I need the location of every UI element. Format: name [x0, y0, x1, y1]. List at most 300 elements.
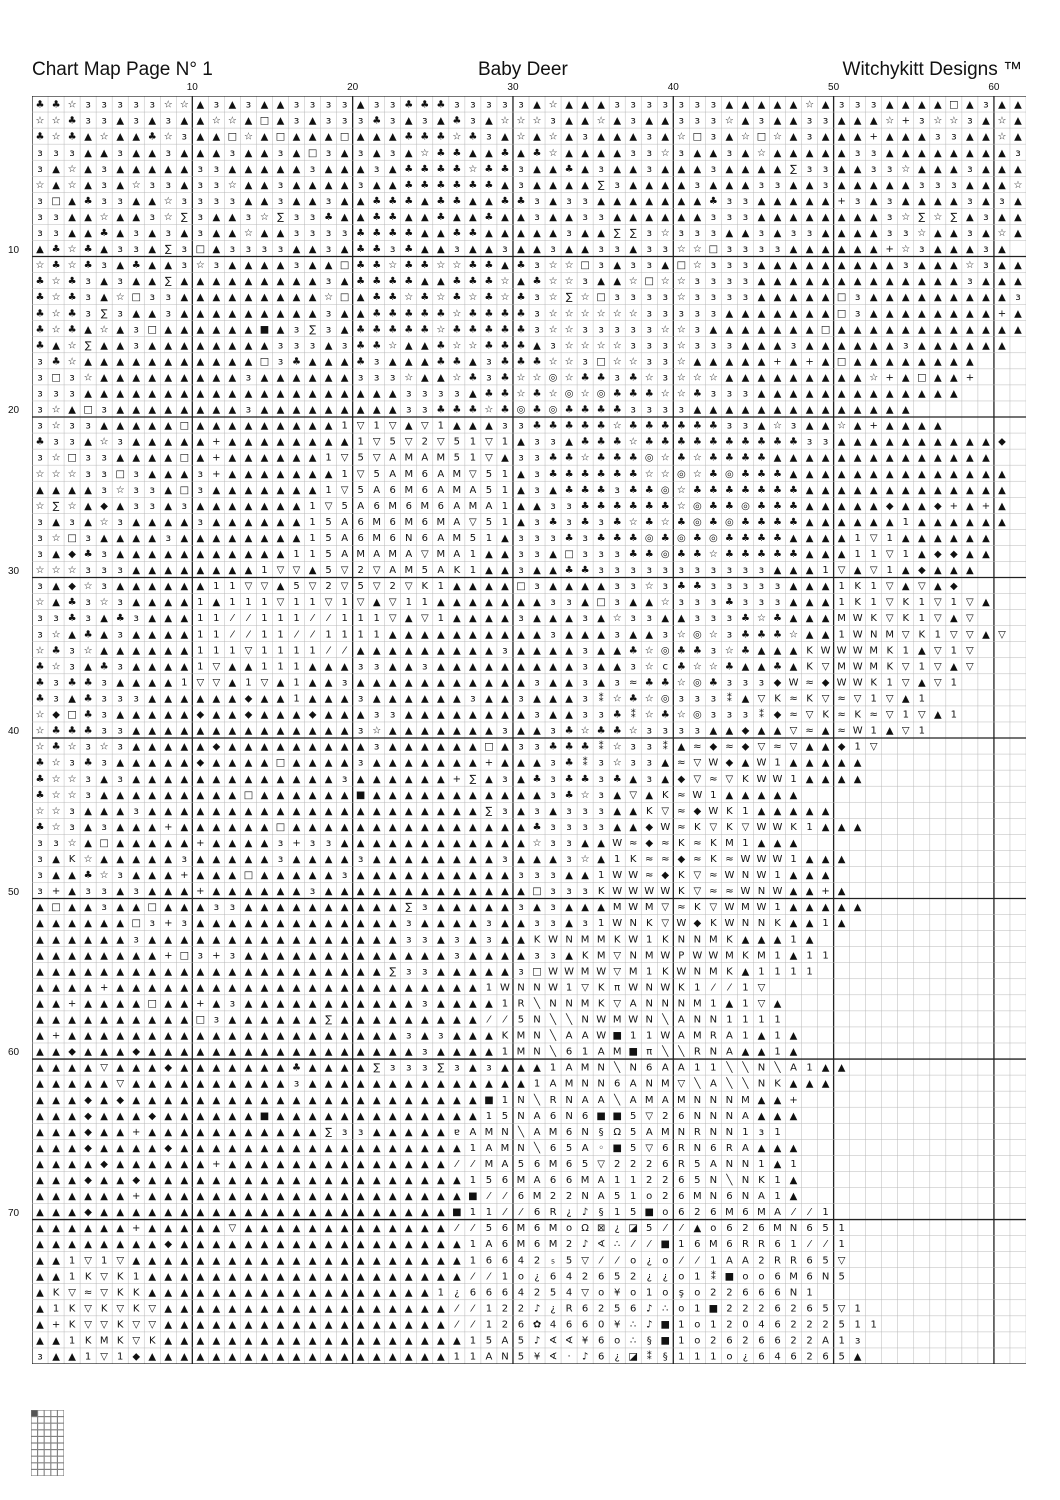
stitch-symbol: K: [742, 774, 749, 785]
stitch-symbol: M: [581, 1175, 590, 1186]
stitch-symbol: ≈: [84, 1287, 92, 1298]
stitch-symbol: ɜ: [647, 774, 652, 785]
stitch-symbol: ⁄: [246, 629, 252, 640]
stitch-symbol: 6: [726, 1336, 732, 1347]
stitch-symbol: ◎: [645, 533, 654, 544]
stitch-symbol: ▲: [405, 1095, 413, 1106]
stitch-symbol: ▲: [421, 244, 429, 255]
stitch-symbol: 6: [406, 501, 412, 512]
stitch-symbol: ɜ: [358, 1127, 363, 1138]
stitch-symbol: ɜ: [534, 710, 539, 721]
stitch-symbol: ▽: [469, 469, 477, 480]
stitch-symbol: ▲: [229, 1047, 237, 1058]
stitch-symbol: 6: [486, 1287, 492, 1298]
stitch-symbol: ▲: [116, 356, 124, 367]
stitch-symbol: ɜ: [246, 100, 251, 111]
stitch-symbol: ▲: [132, 581, 140, 592]
stitch-symbol: A: [502, 1159, 509, 1170]
stitch-symbol: 6: [598, 1352, 604, 1363]
stitch-symbol: ▲: [325, 180, 333, 191]
stitch-symbol: ☆: [436, 324, 445, 335]
stitch-symbol: 6: [774, 1287, 780, 1298]
stitch-symbol: ɜ: [37, 854, 42, 865]
stitch-symbol: ▲: [148, 629, 156, 640]
stitch-symbol: ▲: [245, 308, 253, 319]
stitch-symbol: ɜ: [711, 645, 716, 656]
stitch-symbol: ¿: [615, 1223, 620, 1234]
stitch-symbol: ▲: [325, 806, 333, 817]
stitch-symbol: ▲: [309, 982, 317, 993]
stitch-symbol: ▲: [758, 645, 766, 656]
stitch-symbol: ▲: [180, 308, 188, 319]
stitch-symbol: ♣: [613, 710, 622, 721]
stitch-symbol: ♣: [565, 758, 574, 769]
stitch-symbol: ▽: [822, 661, 830, 672]
stitch-symbol: ♣: [52, 260, 61, 271]
stitch-symbol: ▲: [100, 421, 108, 432]
stitch-symbol: 2: [758, 1303, 764, 1314]
stitch-symbol: ▲: [196, 726, 204, 737]
stitch-symbol: ♣: [436, 180, 445, 191]
stitch-symbol: ☆: [757, 613, 766, 624]
stitch-symbol: 6: [710, 1207, 716, 1218]
stitch-symbol: W: [837, 677, 847, 688]
stitch-symbol: ▲: [726, 228, 734, 239]
stitch-symbol: ▲: [164, 421, 172, 432]
stitch-symbol: ▲: [293, 1223, 301, 1234]
stitch-symbol: □: [596, 292, 605, 303]
stitch-symbol: ▲: [164, 1287, 172, 1298]
stitch-symbol: K: [69, 1319, 76, 1330]
stitch-symbol: ▲: [261, 100, 269, 111]
stitch-symbol: W: [612, 886, 622, 897]
stitch-symbol: ɜ: [534, 308, 539, 319]
stitch-symbol: ▲: [790, 902, 798, 913]
stitch-symbol: □: [693, 132, 702, 143]
stitch-symbol: ▲: [196, 533, 204, 544]
stitch-symbol: 1: [197, 613, 203, 624]
stitch-symbol: ɜ: [37, 886, 42, 897]
stitch-symbol: 1: [790, 854, 796, 865]
stitch-symbol: ▲: [629, 774, 637, 785]
stitch-symbol: 1: [470, 437, 476, 448]
stitch-symbol: ɜ: [326, 228, 331, 239]
stitch-symbol: ▲: [629, 629, 637, 640]
stitch-symbol: ▲: [581, 116, 589, 127]
stitch-symbol: ▲: [148, 726, 156, 737]
stitch-symbol: 1: [245, 597, 251, 608]
stitch-symbol: A: [373, 485, 380, 496]
stitch-symbol: ɜ: [727, 613, 732, 624]
stitch-symbol: ▲: [950, 292, 958, 303]
stitch-symbol: ▲: [245, 453, 253, 464]
stitch-symbol: ▲: [950, 517, 958, 528]
stitch-symbol: K: [710, 918, 717, 929]
stitch-symbol: ▲: [902, 132, 910, 143]
stitch-symbol: ▲: [774, 292, 782, 303]
stitch-symbol: ☆: [452, 308, 461, 319]
stitch-symbol: ▽: [84, 1255, 92, 1266]
stitch-symbol: ▲: [838, 180, 846, 191]
stitch-symbol: ▲: [277, 1191, 285, 1202]
stitch-symbol: ♣: [356, 228, 365, 239]
key-page-cell: [51, 1456, 57, 1462]
stitch-symbol: ▲: [886, 726, 894, 737]
stitch-symbol: ▽: [357, 421, 365, 432]
stitch-symbol: ▲: [68, 196, 76, 207]
stitch-symbol: 5: [566, 1143, 572, 1154]
stitch-symbol: ▲: [341, 148, 349, 159]
stitch-symbol: 5: [357, 581, 363, 592]
stitch-symbol: □: [917, 372, 926, 383]
stitch-symbol: □: [949, 100, 958, 111]
stitch-symbol: ▲: [148, 228, 156, 239]
stitch-symbol: ▲: [597, 629, 605, 640]
stitch-symbol: ♣: [436, 148, 445, 159]
stitch-symbol: ■: [452, 1207, 461, 1218]
stitch-symbol: ▲: [790, 196, 798, 207]
stitch-symbol: N: [726, 1159, 733, 1170]
stitch-symbol: ▲: [774, 453, 782, 464]
stitch-symbol: ▽: [645, 1143, 653, 1154]
stitch-symbol: 2: [630, 1271, 636, 1282]
stitch-symbol: ▲: [501, 966, 509, 977]
stitch-symbol: ɜ: [582, 645, 587, 656]
stitch-symbol: ɜ: [647, 260, 652, 271]
stitch-symbol: ▲: [726, 100, 734, 111]
designer-name: Witchykitt Designs ™: [843, 58, 1022, 82]
stitch-symbol: 6: [630, 1303, 636, 1314]
stitch-symbol: 5: [566, 1255, 572, 1266]
stitch-symbol: ▲: [357, 212, 365, 223]
stitch-symbol: ♣: [84, 260, 93, 271]
stitch-symbol: ♣: [629, 645, 638, 656]
stitch-symbol: ▽: [886, 581, 894, 592]
key-page-cell: [58, 1437, 64, 1443]
stitch-symbol: ♣: [565, 421, 574, 432]
stitch-symbol: ♣: [597, 469, 606, 480]
stitch-symbol: +: [212, 469, 220, 480]
stitch-symbol: ɜ: [999, 196, 1004, 207]
stitch-symbol: ɜ: [278, 838, 283, 849]
stitch-symbol: ♣: [404, 196, 413, 207]
stitch-symbol: ☆: [52, 565, 61, 576]
stitch-symbol: ο: [710, 1223, 716, 1234]
stitch-symbol: ▲: [629, 822, 637, 833]
stitch-symbol: ▲: [341, 693, 349, 704]
stitch-symbol: ▲: [245, 1127, 253, 1138]
stitch-symbol: +: [196, 886, 204, 897]
stitch-symbol: 4: [566, 1287, 572, 1298]
stitch-symbol: ɜ: [214, 260, 219, 271]
stitch-symbol: ▲: [790, 533, 798, 544]
stitch-symbol: ▲: [132, 645, 140, 656]
stitch-symbol: N: [517, 1111, 524, 1122]
stitch-symbol: ▲: [148, 1352, 156, 1363]
stitch-symbol: ▽: [966, 597, 974, 608]
stitch-symbol: ▲: [261, 774, 269, 785]
stitch-symbol: ▲: [148, 244, 156, 255]
stitch-symbol: ▲: [373, 1143, 381, 1154]
stitch-symbol: ▲: [213, 966, 221, 977]
stitch-symbol: ▲: [164, 645, 172, 656]
stitch-symbol: ▲: [357, 870, 365, 881]
stitch-symbol: ♣: [693, 533, 702, 544]
stitch-symbol: ▲: [261, 1015, 269, 1026]
stitch-symbol: ▲: [405, 1175, 413, 1186]
stitch-symbol: ▲: [309, 966, 317, 977]
stitch-symbol: +: [212, 1159, 220, 1170]
stitch-symbol: ▲: [822, 774, 830, 785]
stitch-symbol: ▲: [148, 421, 156, 432]
stitch-symbol: ▲: [341, 998, 349, 1009]
stitch-symbol: ▲: [613, 822, 621, 833]
stitch-symbol: ▽: [148, 1303, 156, 1314]
stitch-symbol: ▲: [581, 180, 589, 191]
stitch-symbol: ɜ: [374, 372, 379, 383]
stitch-symbol: ▲: [357, 966, 365, 977]
stitch-symbol: ɜ: [615, 100, 620, 111]
stitch-symbol: ▲: [164, 934, 172, 945]
stitch-symbol: ▲: [148, 405, 156, 416]
stitch-symbol: K: [117, 1271, 124, 1282]
stitch-symbol: §: [647, 1336, 652, 1347]
stitch-symbol: ♣: [533, 774, 542, 785]
stitch-symbol: ☆: [549, 132, 558, 143]
stitch-symbol: ▲: [405, 340, 413, 351]
stitch-symbol: ▲: [934, 389, 942, 400]
stitch-symbol: ▲: [229, 918, 237, 929]
stitch-symbol: K: [646, 918, 653, 929]
stitch-symbol: ▲: [501, 902, 509, 913]
stitch-symbol: ο: [726, 1352, 732, 1363]
stitch-symbol: ♣: [452, 276, 461, 287]
stitch-symbol: ▲: [373, 148, 381, 159]
stitch-symbol: M: [869, 661, 878, 672]
stitch-symbol: ɜ: [711, 613, 716, 624]
stitch-symbol: ☆: [36, 180, 45, 191]
stitch-symbol: ▲: [1014, 196, 1022, 207]
stitch-symbol: ■: [661, 1319, 670, 1330]
stitch-symbol: ¥: [614, 1287, 620, 1298]
stitch-symbol: ▲: [373, 838, 381, 849]
stitch-symbol: A: [421, 453, 428, 464]
stitch-symbol: ▲: [196, 565, 204, 576]
stitch-symbol: ▲: [325, 1271, 333, 1282]
stitch-symbol: M: [709, 966, 718, 977]
stitch-symbol: 6: [758, 1336, 764, 1347]
stitch-symbol: 5: [486, 1223, 492, 1234]
stitch-symbol: ▲: [469, 212, 477, 223]
stitch-symbol: ▲: [790, 918, 798, 929]
stitch-symbol: ▲: [517, 854, 525, 865]
stitch-symbol: ▲: [613, 661, 621, 672]
stitch-symbol: ▲: [613, 645, 621, 656]
stitch-symbol: ◆: [84, 1175, 92, 1186]
stitch-symbol: ▲: [180, 822, 188, 833]
stitch-symbol: ▲: [998, 260, 1006, 271]
stitch-symbol: ▲: [261, 1223, 269, 1234]
stitch-symbol: ♣: [36, 661, 45, 672]
stitch-symbol: 5: [550, 1287, 556, 1298]
stitch-symbol: ▲: [437, 758, 445, 769]
stitch-symbol: ▲: [325, 372, 333, 383]
stitch-symbol: 1: [582, 1047, 588, 1058]
stitch-symbol: ▲: [693, 212, 701, 223]
stitch-symbol: ▲: [549, 228, 557, 239]
stitch-symbol: ♣: [581, 469, 590, 480]
stitch-symbol: ɜ: [518, 693, 523, 704]
stitch-symbol: ☆: [885, 116, 894, 127]
stitch-symbol: ▲: [341, 758, 349, 769]
stitch-symbol: ♣: [68, 308, 77, 319]
stitch-symbol: ▲: [164, 1015, 172, 1026]
stitch-symbol: ▲: [309, 1319, 317, 1330]
stitch-symbol: ∑: [165, 276, 172, 287]
stitch-symbol: ▲: [309, 1079, 317, 1090]
stitch-symbol: 4: [550, 1319, 556, 1330]
stitch-symbol: ▲: [309, 372, 317, 383]
stitch-symbol: ▲: [116, 982, 124, 993]
stitch-symbol: ▲: [325, 918, 333, 929]
stitch-symbol: ▲: [469, 806, 477, 817]
stitch-symbol: ▲: [325, 469, 333, 480]
stitch-symbol: ▲: [774, 726, 782, 737]
stitch-symbol: ♣: [677, 421, 686, 432]
stitch-symbol: ∴: [630, 1319, 636, 1330]
stitch-symbol: K: [630, 854, 637, 865]
stitch-symbol: ▲: [116, 228, 124, 239]
stitch-symbol: ▲: [758, 389, 766, 400]
stitch-symbol: ɜ: [903, 260, 908, 271]
stitch-symbol: ▲: [132, 1143, 140, 1154]
stitch-symbol: R: [710, 1031, 717, 1042]
stitch-symbol: ▲: [325, 742, 333, 753]
stitch-symbol: ▲: [838, 244, 846, 255]
stitch-symbol: ɜ: [550, 918, 555, 929]
stitch-symbol: W: [660, 950, 670, 961]
stitch-symbol: ♣: [100, 228, 109, 239]
stitch-symbol: ▲: [245, 806, 253, 817]
stitch-symbol: ♣: [68, 116, 77, 127]
stitch-symbol: ▲: [341, 1255, 349, 1266]
stitch-symbol: ☆: [68, 180, 77, 191]
stitch-symbol: R: [694, 1047, 701, 1058]
stitch-symbol: ɜ: [37, 212, 42, 223]
stitch-symbol: 5: [518, 1336, 524, 1347]
stitch-symbol: ɜ: [118, 517, 123, 528]
stitch-symbol: ▲: [373, 597, 381, 608]
stitch-symbol: ▲: [341, 1319, 349, 1330]
stitch-symbol: ▲: [52, 1063, 60, 1074]
stitch-symbol: ☆: [565, 276, 574, 287]
stitch-symbol: ɜ: [486, 100, 491, 111]
stitch-symbol: ɜ: [198, 485, 203, 496]
stitch-symbol: ♣: [420, 260, 429, 271]
stitch-symbol: ɜ: [182, 196, 187, 207]
stitch-symbol: ▲: [421, 774, 429, 785]
stitch-symbol: ▲: [164, 405, 172, 416]
stitch-symbol: ▲: [982, 485, 990, 496]
stitch-symbol: ▲: [357, 1031, 365, 1042]
stitch-symbol: ▲: [309, 854, 317, 865]
stitch-symbol: ɜ: [230, 196, 235, 207]
stitch-symbol: ɜ: [53, 693, 58, 704]
stitch-symbol: ▲: [229, 1336, 237, 1347]
stitch-symbol: 4: [566, 1271, 572, 1282]
stitch-symbol: ▲: [164, 1175, 172, 1186]
stitch-symbol: ▲: [453, 1015, 461, 1026]
stitch-symbol: ɜ: [534, 292, 539, 303]
stitch-symbol: +: [132, 1223, 140, 1234]
stitch-symbol: ☆: [100, 324, 109, 335]
stitch-symbol: ▲: [357, 982, 365, 993]
stitch-symbol: ▲: [886, 453, 894, 464]
stitch-symbol: ▲: [822, 870, 830, 881]
stitch-symbol: ▲: [742, 228, 750, 239]
stitch-symbol: ▲: [790, 180, 798, 191]
stitch-symbol: A: [341, 549, 348, 560]
stitch-symbol: ▲: [341, 1063, 349, 1074]
stitch-symbol: ɜ: [101, 469, 106, 480]
stitch-symbol: ▲: [196, 1239, 204, 1250]
stitch-symbol: ▲: [52, 597, 60, 608]
stitch-symbol: ♣: [420, 132, 429, 143]
stitch-symbol: ▲: [790, 1079, 798, 1090]
stitch-symbol: 5: [518, 1159, 524, 1170]
stitch-symbol: ▲: [533, 100, 541, 111]
stitch-symbol: ɜ: [406, 1063, 411, 1074]
stitch-symbol: ♣: [533, 405, 542, 416]
stitch-symbol: ▲: [822, 244, 830, 255]
stitch-symbol: ▲: [196, 1143, 204, 1154]
stitch-symbol: ɜ: [582, 918, 587, 929]
stitch-symbol: ▲: [116, 501, 124, 512]
stitch-symbol: ▲: [774, 790, 782, 801]
stitch-symbol: ▲: [293, 726, 301, 737]
stitch-symbol: ▲: [389, 1015, 397, 1026]
stitch-symbol: ɜ: [631, 742, 636, 753]
stitch-symbol: □: [340, 260, 349, 271]
stitch-symbol: ▲: [132, 405, 140, 416]
stitch-symbol: ▲: [180, 597, 188, 608]
key-page-cell: [51, 1463, 57, 1469]
stitch-symbol: ▲: [277, 1031, 285, 1042]
stitch-symbol: ▲: [84, 982, 92, 993]
stitch-symbol: ▲: [902, 276, 910, 287]
stitch-symbol: ▲: [790, 405, 798, 416]
stitch-symbol: ɜ: [166, 308, 171, 319]
stitch-symbol: 1: [694, 1352, 700, 1363]
stitch-symbol: ▲: [213, 790, 221, 801]
stitch-symbol: ▲: [565, 613, 573, 624]
stitch-symbol: ♣: [693, 421, 702, 432]
stitch-symbol: 2: [726, 1287, 732, 1298]
stitch-symbol: ▲: [629, 244, 637, 255]
stitch-symbol: ▲: [565, 629, 573, 640]
stitch-symbol: ▲: [261, 1239, 269, 1250]
stitch-symbol: ╲: [517, 1125, 525, 1138]
stitch-symbol: ▲: [229, 1127, 237, 1138]
stitch-symbol: ▲: [196, 1047, 204, 1058]
stitch-symbol: 2: [325, 581, 331, 592]
stitch-symbol: ▽: [661, 806, 669, 817]
stitch-symbol: ▲: [902, 100, 910, 111]
stitch-symbol: ▲: [806, 405, 814, 416]
stitch-symbol: ♣: [725, 453, 734, 464]
stitch-symbol: ▲: [565, 212, 573, 223]
stitch-symbol: ▲: [261, 790, 269, 801]
